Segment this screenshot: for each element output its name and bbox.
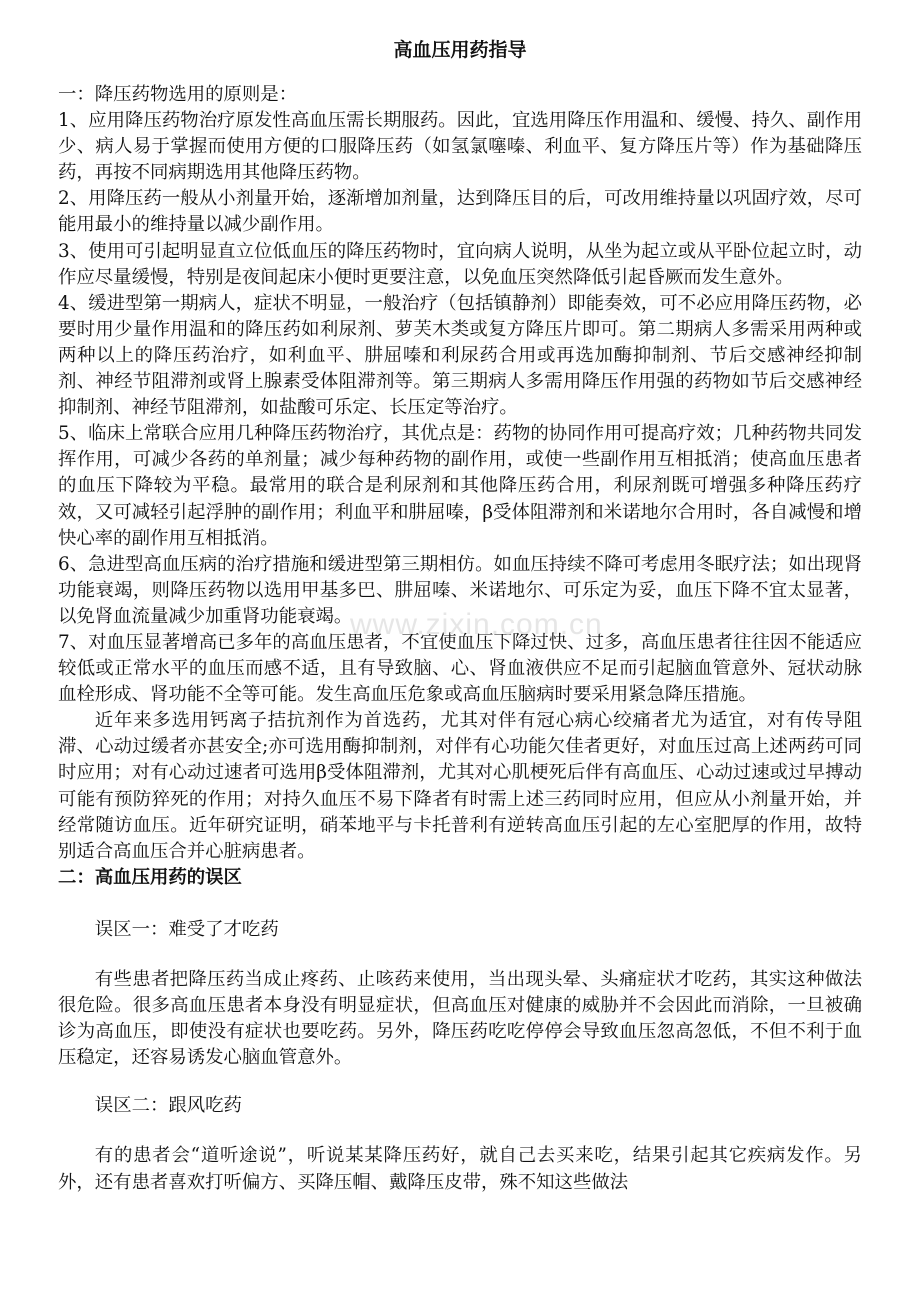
watermark: www.zixin.com.cn — [350, 608, 603, 641]
principle-item-5: 5、临床上常联合应用几种降压药物治疗，其优点是：药物的协同作用可提高疗效；几种药物共同发挥作用，可减少各药的单剂量；减少每种药物的副作用，或使一些副作用互相抵消；使高血压患者的血压下降较为平稳。最常用的联合是利尿剂和其他降压药合用，利尿剂既可增强多种降压药疗效，又可减轻引起浮肿的副作用；利血平和肼屈嗪，β受体阻滞剂和米诺地尔合用时，各自减慢和增快心率的副作用互相抵消。 — [58, 423, 862, 549]
document-title: 高血压用药指导 — [393, 39, 527, 61]
principle-item-1: 1、应用降压药物治疗原发性高血压需长期服药。因此，宜选用降压作用温和、缓慢、持久、副作用少、病人易于掌握而使用方便的口服降压药（如氢氯噻嗪、利血平、复方降压片等）作为基础降压药，再按不同病期选用其他降压药物。 — [58, 110, 862, 184]
section-1-heading: 一：降压药物选用的原则是： — [58, 84, 298, 105]
myth-2-title: 误区二：跟风吃药 — [94, 1095, 242, 1117]
section-1-closing-paragraph: 近年来多选用钙离子拮抗剂作为首选药，尤其对伴有冠心病心绞痛者尤为适宜，对有传导阻滞、心动过缓者亦甚安全;亦可选用酶抑制剂，对伴有心功能欠佳者更好，对血压过高上述两药可同时应用；对有心动过速者可选用β受体阻滞剂，尤其对心肌梗死后伴有高血压、心动过速或过早搏动可能有预防猝死的作用；对持久血压不易下降者有时需上述三药同时应用，但应从小剂量开始，并经常随访血压。近年研究证明，硝苯地平与卡托普利有逆转高血压引起的左心室肥厚的作用，故特别适合高血压合并心脏病患者。 — [58, 710, 862, 862]
principle-item-4: 4、缓进型第一期病人，症状不明显，一般治疗（包括镇静剂）即能奏效，可不必应用降压药物，必要时用少量作用温和的降压药如利尿剂、萝芙木类或复方降压片即可。第二期病人多需采用两种或两种以上的降压药治疗，如利血平、肼屈嗪和利尿药合用或再选加酶抑制剂、节后交感神经抑制剂、神经节阻滞剂或肾上腺素受体阻滞剂等。第三期病人多需用降压作用强的药物如节后交感神经抑制剂、神经节阻滞剂，如盐酸可乐定、长压定等治疗。 — [58, 292, 862, 419]
myth-2-paragraph: 有的患者会“道听途说”，听说某某降压药好，就自己去买来吃，结果引起其它疾病发作。另外，还有患者喜欢打听偏方、买降压帽、戴降压皮带，殊不知这些做法 — [58, 1145, 862, 1193]
myth-1-paragraph: 有些患者把降压药当成止疼药、止咳药来使用，当出现头晕、头痛症状才吃药，其实这种做法很危险。很多高血压患者本身没有明显症状，但高血压对健康的威胁并不会因此而消除，一旦被确诊为高血压，即使没有症状也要吃药。另外，降压药吃吃停停会导致血压忽高忽低，不但不利于血压稳定，还容易诱发心脑血管意外。 — [58, 969, 862, 1069]
principle-item-2: 2、用降压药一般从小剂量开始，逐渐增加剂量，达到降压目的后，可改用维持量以巩固疗效，尽可能用最小的维持量以减少副作用。 — [58, 188, 862, 236]
section-2-heading: 二：高血压用药的误区 — [58, 866, 242, 888]
myth-1-title: 误区一：难受了才吃药 — [94, 918, 279, 940]
principle-item-3: 3、使用可引起明显直立位低血压的降压药物时，宜向病人说明，从坐为起立或从平卧位起立时，动作应尽量缓慢，特别是夜间起床小便时更要注意，以免血压突然降低引起昏厥而发生意外。 — [58, 240, 862, 288]
principle-item-6: 6、急进型高血压病的治疗措施和缓进型第三期相仿。如血压持续不降可考虑用冬眠疗法；如出现肾功能衰竭，则降压药物以选用甲基多巴、肼屈嗪、米诺地尔、可乐定为妥，血压下降不宜太显著，以免肾血流量减少加重肾功能衰竭。 — [58, 553, 862, 627]
principle-item-7: 7、对血压显著增高已多年的高血压患者，不宜使血压下降过快、过多，高血压患者往往因不能适应较低或正常水平的血压而感不适，且有导致脑、心、肾血液供应不足而引起脑血管意外、冠状动脉血栓形成、肾功能不全等可能。发生高血压危象或高血压脑病时要采用紧急降压措施。 — [58, 631, 862, 706]
